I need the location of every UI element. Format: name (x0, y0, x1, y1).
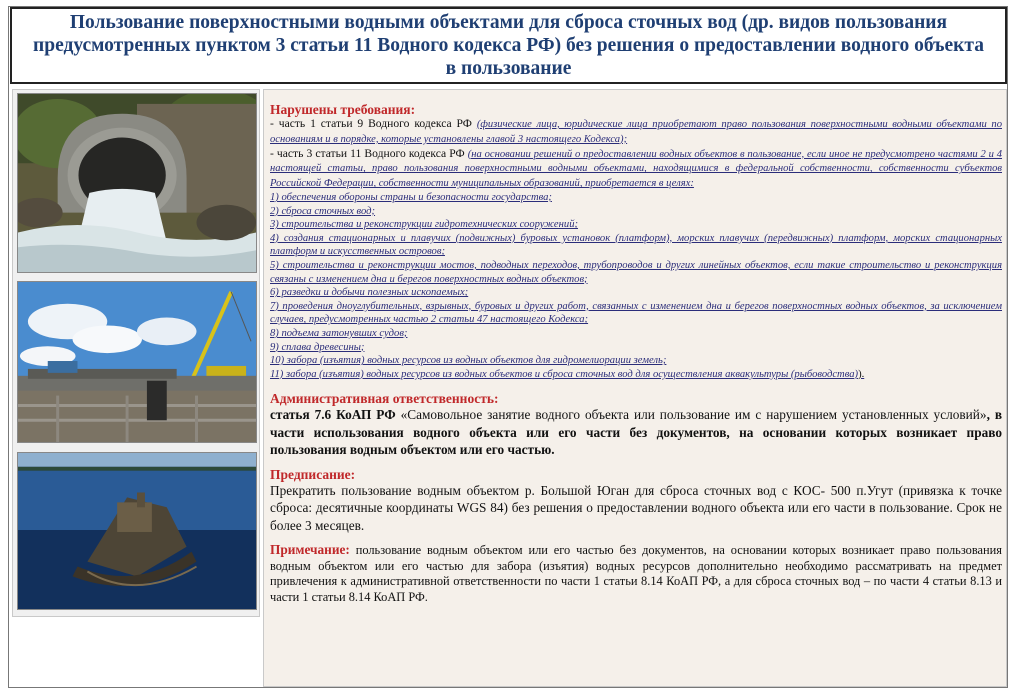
requirement-article: - часть 3 статьи 11 Водного кодекса РФ (270, 146, 468, 160)
admin-article: статья 7.6 КоАП РФ (270, 407, 396, 423)
purpose-item (270, 368, 1002, 382)
admin-tail: , в части использования водного объекта или его части без документов, на основании которых возникает право пользования водным объектом или его частью. (270, 407, 1002, 458)
remark-body: пользование водным объектом или его частью без документов, на основании которых возникает право пользования водным объектом или его частью для забора (изъятия) водных ресурсов дополнительно необходимо рассматривать на предмет привлечения к административной ответственности по части 1 статьи 8.14 КоАП РФ, а для сброса сточных вод – по части 4 статьи 8.13 и части 1 статьи 8.14 КоАП РФ. (270, 543, 1002, 605)
title-box (10, 7, 1007, 84)
requirement-article: - часть 1 статьи 9 Водного кодекса РФ (270, 117, 477, 130)
purpose-item: 2) сброса сточных вод; (270, 205, 376, 217)
admin-text (270, 406, 1002, 459)
text-panel (263, 89, 1007, 687)
requirement-item (270, 147, 1002, 191)
photo-column (12, 89, 260, 617)
purpose-item: 1) обеспечения обороны страны и безопасности государства; (270, 191, 552, 203)
purpose-item: 3) строительства и реконструкции гидротехнических сооружений; (270, 219, 579, 231)
purpose-item: 10) забора (изъятия) водных ресурсов из водных объектов для гидромелиорации земель; (270, 355, 667, 367)
requirement-note: (физические лица, юридические лица приобретают право пользования поверхностными водными объектами по основаниям и в порядке, которые установлены главой 3 настоящего Кодекса); (270, 119, 1002, 145)
remark-section (270, 542, 1002, 605)
admin-quote: «Самовольное занятие водного объекта или пользование им с нарушением установленных условий» (395, 407, 987, 423)
purpose-item: 8) подъема затонувших судов; (270, 327, 408, 339)
purpose-item: 4) создания стационарных и плавучих (подвижных) буровых установок (платформ), морских плавучих (передвижных) платформ, морских стационарных платформ и искусственных островов; (270, 232, 1002, 258)
sunken-boat-photo (17, 452, 257, 610)
remark-text (270, 542, 1002, 605)
order-section (270, 467, 1002, 535)
remark-heading: Примечание: (270, 542, 350, 558)
drain-pipe-photo (17, 93, 257, 273)
admin-heading: Административная ответственность: (270, 391, 499, 407)
purpose-item: 6) разведки и добычи полезных ископаемых; (270, 287, 469, 299)
page-title: Пользование поверхностными водными объектами для сброса сточных вод (др. видов пользования предусмотренных пунктом 3 статьи 11 Водного кодекса РФ) без решения о предоставлении водного объекта в пользование (33, 12, 984, 79)
requirements-heading: Нарушены требования: (270, 102, 416, 117)
purpose-item: 7) проведения дноуглубительных, взрывных, буровых и других работ, связанных с изменением дна и берегов поверхностных водных объектов, за исключением случаев, предусмотренных частью 2 статьи 47 настоящего Кодекса; (270, 300, 1002, 326)
requirement-note: (на основании решений о предоставлении водных объектов в пользование, если иное не предусмотрено частями 2 и 4 настоящей статьи, право пользования поверхностными водными объектами, находящимися в федеральной собственности, собственности субъектов Российской Федерации, собственности муниципальных образований, приобретается в целях: (270, 148, 1003, 190)
requirement-item (270, 117, 1002, 147)
requirements-section (270, 102, 1002, 381)
order-heading: Предписание: (270, 466, 356, 482)
purpose-item-text: 11) забора (изъятия) водных ресурсов из водных объектов и сброса сточных вод для осуществления аквакультуры (рыбоводства) (270, 368, 859, 380)
purpose-list (270, 191, 1002, 381)
construction-site-photo (17, 281, 257, 443)
purpose-item: 5) строительства и реконструкции мостов, подводных переходов, трубопроводов и других линейных объектов, если такие строительство и реконструкция связаны с изменением дна и берегов поверхностных водных объектов; (270, 259, 1002, 285)
order-text: Прекратить пользование водным объектом р. Большой Юган для сброса сточных вод с КОС- 500 п.Угут (привязка к точке сброса: десятичные координаты WGS 84) без решения о предоставлении водного объекта или его части в пользование. Срок не более 3 месяцев. (270, 482, 1002, 533)
admin-section (270, 391, 1002, 459)
closing-paren: ). (858, 368, 865, 380)
purpose-item: 9) сплава древесины; (270, 341, 365, 353)
